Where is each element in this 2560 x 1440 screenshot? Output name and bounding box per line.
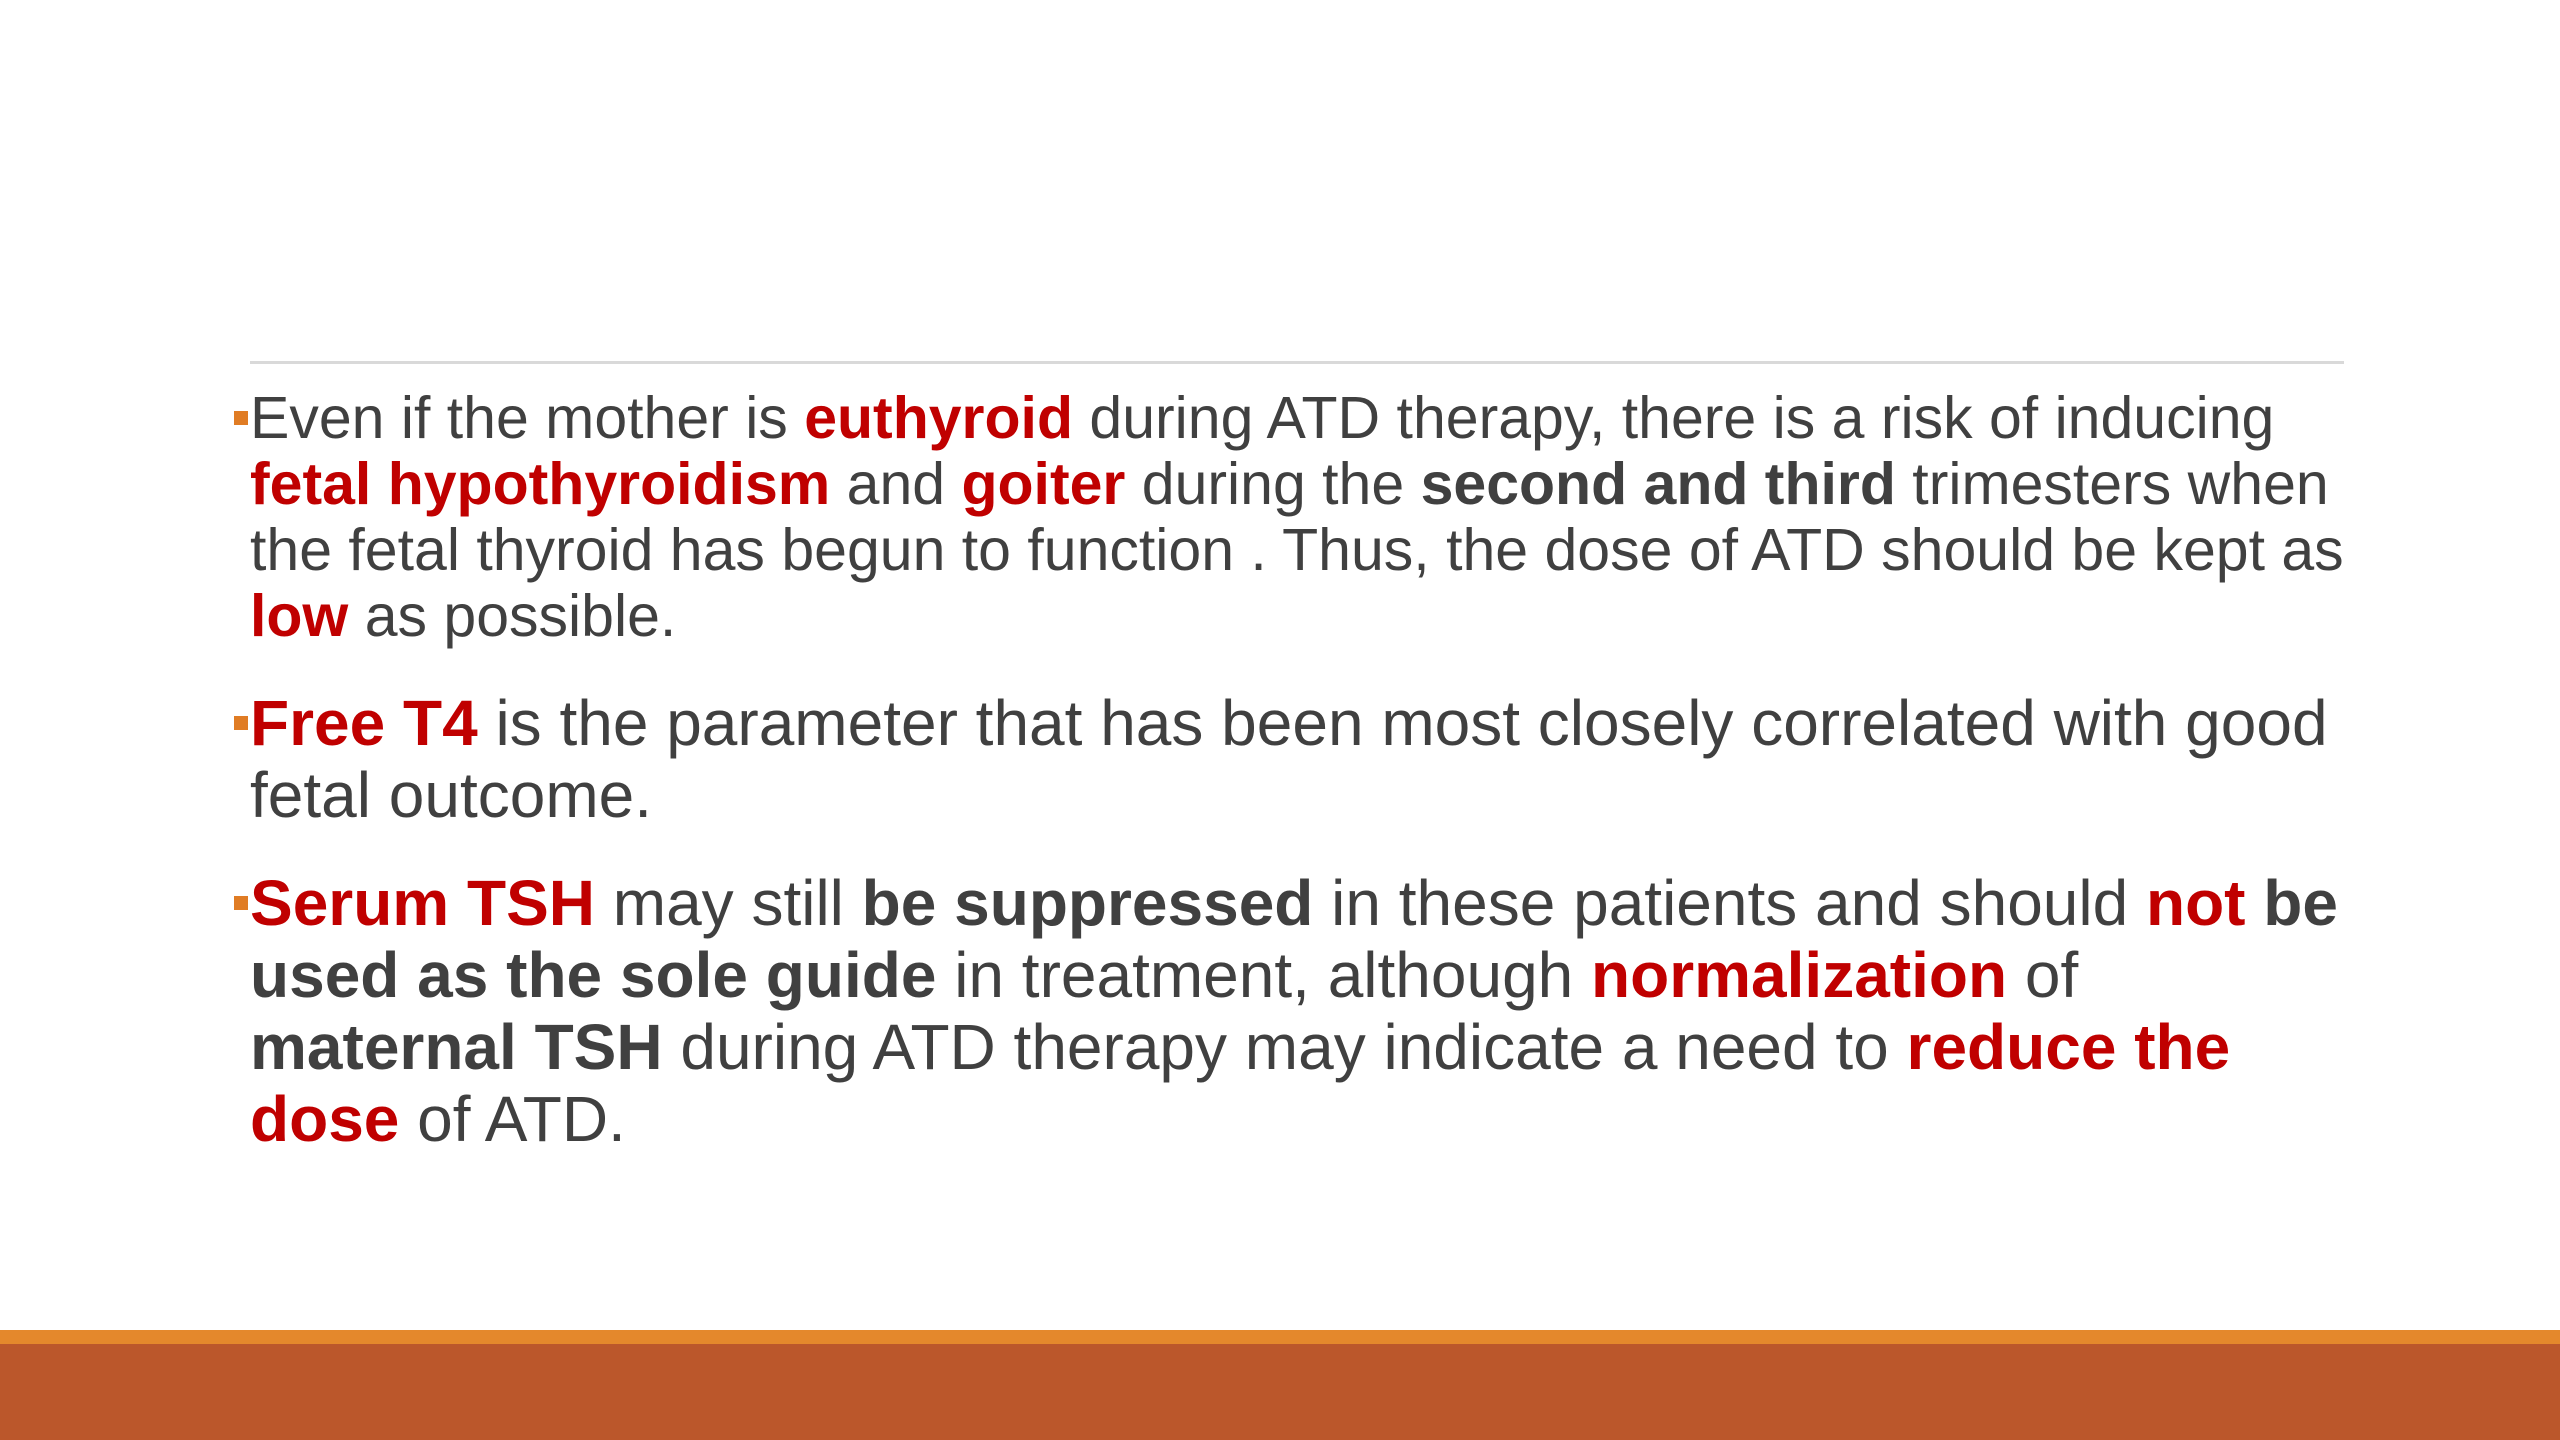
bullet-item xyxy=(250,867,2360,1155)
highlight-term: euthyroid xyxy=(804,385,1073,451)
title-divider xyxy=(250,361,2344,364)
bold-term: be used as the sole guide xyxy=(250,867,2338,1011)
footer-accent-bar xyxy=(0,1330,2560,1344)
highlight-term: Serum TSH xyxy=(250,867,595,939)
bullet-text xyxy=(2245,867,2263,939)
bold-term: be suppressed xyxy=(861,867,1314,939)
highlight-term: Free T4 xyxy=(250,687,478,759)
bullet-marker-icon xyxy=(234,896,248,910)
highlight-term: goiter xyxy=(961,451,1126,517)
bullet-text: of xyxy=(2007,939,2079,1011)
bullet-marker-icon xyxy=(234,716,248,730)
bullet-item xyxy=(250,687,2360,831)
bullet-text: and xyxy=(830,451,962,517)
bullet-marker-icon xyxy=(234,411,248,425)
highlight-term: low xyxy=(250,583,349,649)
bullet-text: of ATD. xyxy=(399,1083,626,1155)
bullet-text: during ATD therapy, there is a risk of inducing xyxy=(1073,385,2275,451)
bold-term: maternal TSH xyxy=(250,1011,663,1083)
bullet-text: in these patients and should xyxy=(1313,867,2146,939)
bullet-text: is the parameter that has been most closely correlated with good fetal outcome. xyxy=(250,687,2328,831)
highlight-term: fetal hypothyroidism xyxy=(250,451,831,517)
bullet-text: in treatment, although xyxy=(936,939,1592,1011)
bullet-text: trimesters when the fetal thyroid has begun to function . Thus, the dose of ATD should be kept as xyxy=(250,451,2344,583)
highlight-term: normalization xyxy=(1591,939,2008,1011)
bullet-text: during the xyxy=(1125,451,1421,517)
bullet-text: during ATD therapy may indicate a need to xyxy=(662,1011,1907,1083)
footer-bar xyxy=(0,1344,2560,1440)
bullet-text: Even if the mother is xyxy=(250,385,805,451)
bullet-list xyxy=(250,385,2360,1155)
bullet-text: as possible. xyxy=(348,583,677,649)
highlight-term: reduce the dose xyxy=(250,1011,2231,1155)
highlight-term: not xyxy=(2145,867,2246,939)
bullet-item xyxy=(250,385,2360,649)
bold-term: second and third xyxy=(1420,451,1896,517)
bullet-text: may still xyxy=(594,867,862,939)
